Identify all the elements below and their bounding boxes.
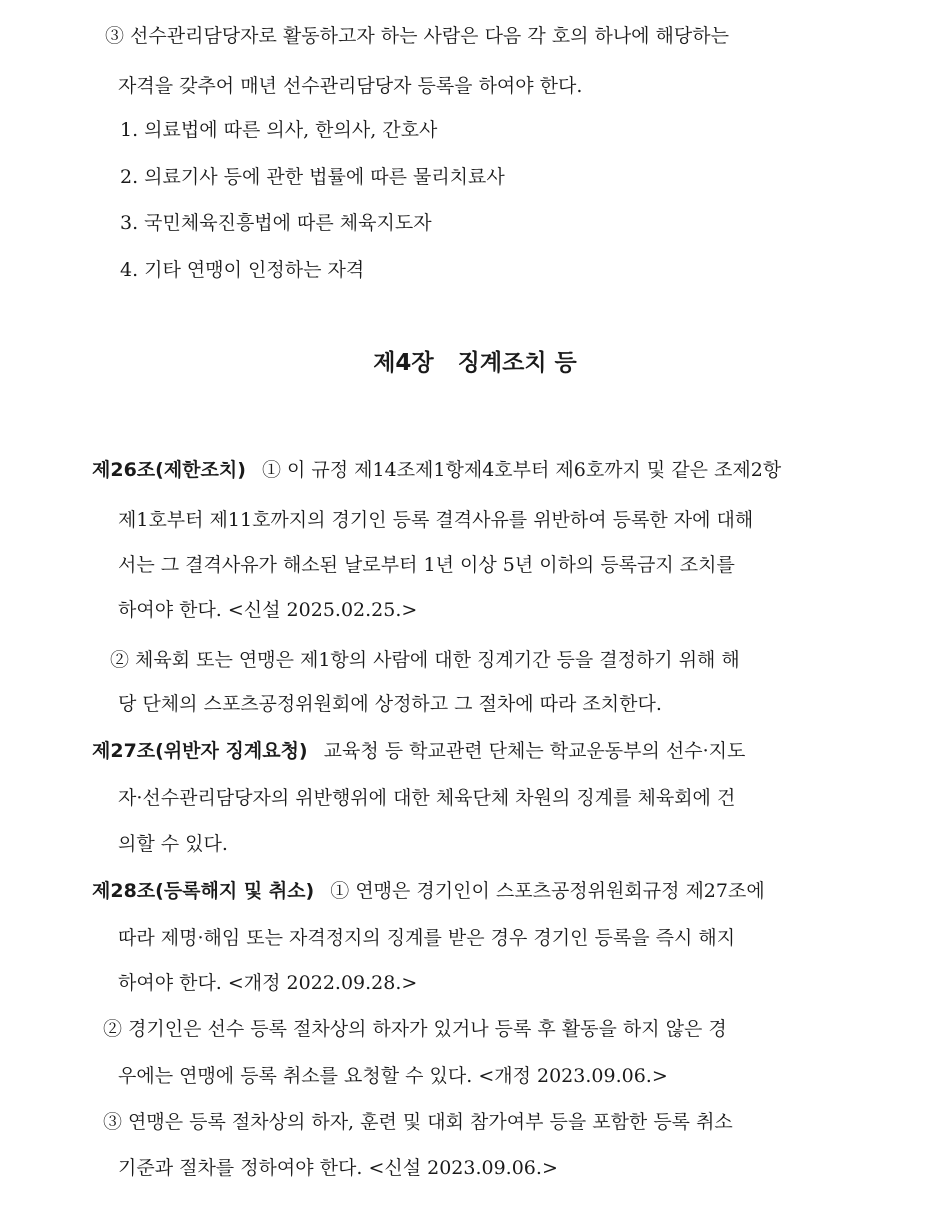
art27-heading: 제27조(위반자 징계요청): [92, 740, 308, 762]
art28-p3-line1: ③ 연맹은 등록 절차상의 하자, 훈련 및 대회 참가여부 등을 포함한 등록 취소: [103, 1111, 733, 1133]
art28-p1-line1: ① 연맹은 경기인이 스포츠공정위원회규정 제27조에: [330, 880, 765, 902]
chapter-heading: [0, 347, 950, 379]
list-item-2: 2. 의료기사 등에 관한 법률에 따른 물리치료사: [120, 166, 505, 188]
art26-p1-line3: 서는 그 결격사유가 해소된 날로부터 1년 이상 5년 이하의 등록금지 조치를: [118, 554, 735, 576]
art28-p1-line3: 하여야 한다. <개정 2022.09.28.>: [118, 972, 418, 994]
chapter-number: 제4장: [373, 350, 434, 376]
art27-line1: [92, 737, 745, 765]
art26-p2-line2: 당 단체의 스포츠공정위원회에 상정하고 그 절차에 따라 조치한다.: [118, 693, 662, 715]
para3-line1: ③ 선수관리담당자로 활동하고자 하는 사람은 다음 각 호의 하나에 해당하는: [105, 25, 729, 47]
art26-p1-line2: 제1호부터 제11호까지의 경기인 등록 결격사유를 위반하여 등록한 자에 대해: [118, 509, 754, 531]
para3-line2: 자격을 갖추어 매년 선수관리담당자 등록을 하여야 한다.: [118, 75, 583, 97]
chapter-title: 징계조치 등: [457, 350, 577, 376]
art26-p2-line1: ② 체육회 또는 연맹은 제1항의 사람에 대한 징계기간 등을 결정하기 위해 해: [110, 649, 740, 671]
list-item-1: 1. 의료법에 따른 의사, 한의사, 간호사: [120, 119, 438, 141]
art26-line1: [92, 456, 781, 484]
art28-p2-line2: 우에는 연맹에 등록 취소를 요청할 수 있다. <개정 2023.09.06.>: [118, 1065, 668, 1087]
list-item-3: 3. 국민체육진흥법에 따른 체육지도자: [120, 212, 432, 234]
art27-line1-text: 교육청 등 학교관련 단체는 학교운동부의 선수·지도: [323, 740, 746, 762]
art28-line1: [92, 877, 765, 905]
art26-p1-line4: 하여야 한다. <신설 2025.02.25.>: [118, 599, 418, 621]
art27-line2: 자·선수관리담당자의 위반행위에 대한 체육단체 차원의 징계를 체육회에 건: [118, 787, 736, 809]
list-item-4: 4. 기타 연맹이 인정하는 자격: [120, 259, 365, 281]
art28-p1-line2: 따라 제명·해임 또는 자격정지의 징계를 받은 경우 경기인 등록을 즉시 해지: [118, 927, 736, 949]
art28-p2-line1: ② 경기인은 선수 등록 절차상의 하자가 있거나 등록 후 활동을 하지 않은 경: [103, 1018, 727, 1040]
art28-p3-line2: 기준과 절차를 정하여야 한다. <신설 2023.09.06.>: [118, 1157, 558, 1179]
art28-heading: 제28조(등록해지 및 취소): [92, 880, 315, 902]
art26-heading: 제26조(제한조치): [92, 459, 246, 481]
art26-p1-line1: ① 이 규정 제14조제1항제4호부터 제6호까지 및 같은 조제2항: [261, 459, 782, 481]
art27-line3: 의할 수 있다.: [118, 833, 228, 855]
